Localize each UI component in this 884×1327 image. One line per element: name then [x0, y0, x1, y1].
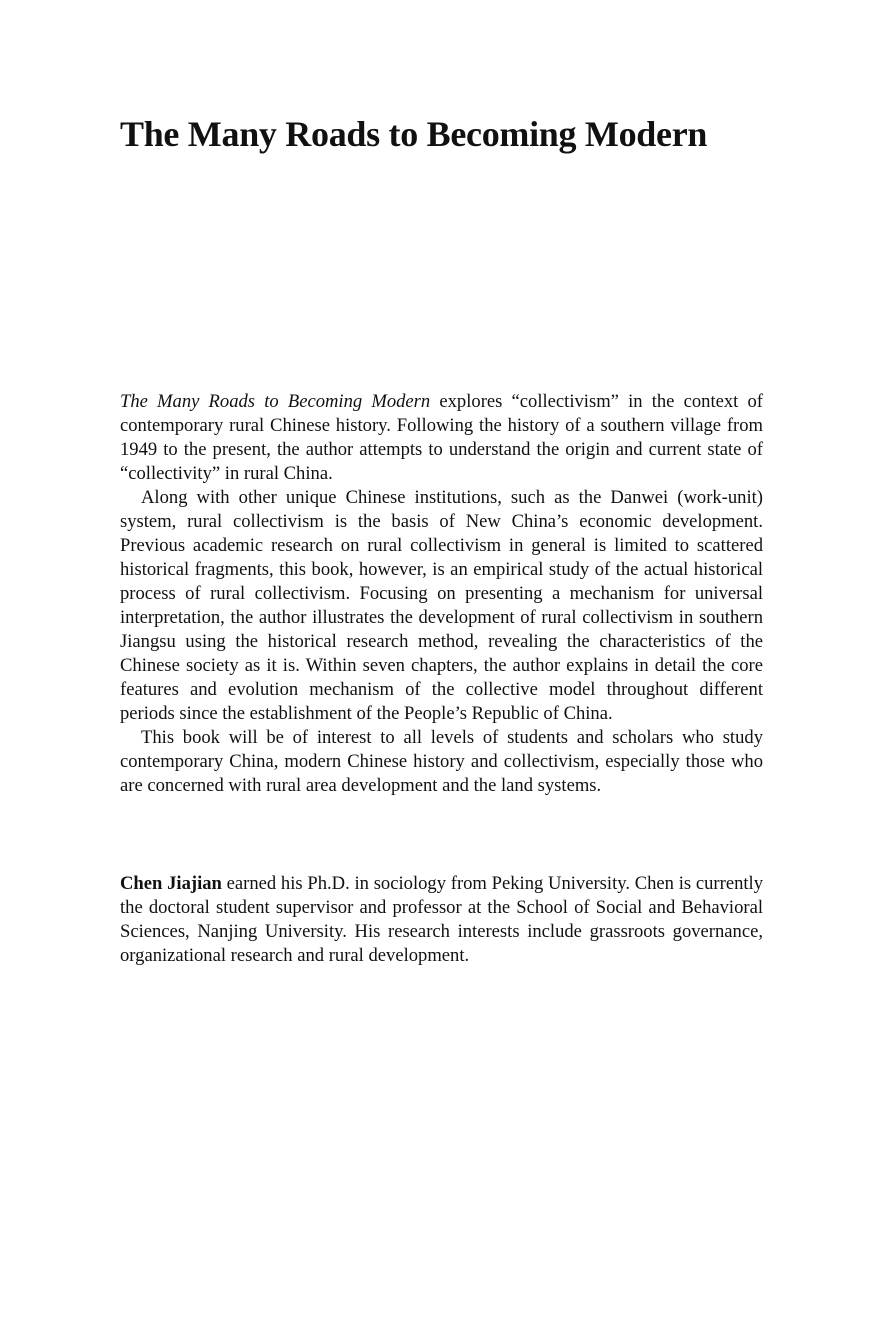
description-paragraph-1: [120, 390, 763, 486]
author-name: Chen Jiajian: [120, 873, 222, 894]
book-description: [120, 390, 763, 798]
page-title: The Many Roads to Becoming Modern: [120, 114, 708, 154]
description-paragraph-2: Along with other unique Chinese institutions, such as the Danwei (work-unit) system, rural collectivism is the basis of New China’s economic development. Previous academic research on rural collectivism in general is limited to scattered historical fragments, this book, however, is an empirical study of the actual historical process of rural collectivism. Focusing on presenting a mechanism for universal interpretation, the author illustrates the development of rural collectivism in southern Jiangsu using the historical research method, revealing the characteristics of the Chinese society as it is. Within seven chapters, the author explains in detail the core features and evolution mechanism of the collective model throughout different periods since the establishment of the People’s Republic of China.: [120, 487, 763, 724]
description-paragraph-3: This book will be of interest to all levels of students and scholars who study contemporary China, modern Chinese history and collectivism, especially those who are concerned with rural area development and the land systems.: [120, 727, 763, 796]
author-bio: [120, 872, 763, 968]
book-title-italic: The Many Roads to Becoming Modern: [120, 391, 431, 412]
description-paragraph-1-text: explores “collectivism” in the context of contemporary rural Chinese history. Following the history of a southern village from 1949 to the present, the author attempts to understand the origin and current state of “collectivity” in rural China.: [120, 391, 763, 484]
author-bio-text: earned his Ph.D. in sociology from Peking University. Chen is currently the doctoral student supervisor and professor at the School of Social and Behavioral Sciences, Nanjing University. His research interests include grassroots governance, organizational research and rural development.: [120, 873, 763, 966]
